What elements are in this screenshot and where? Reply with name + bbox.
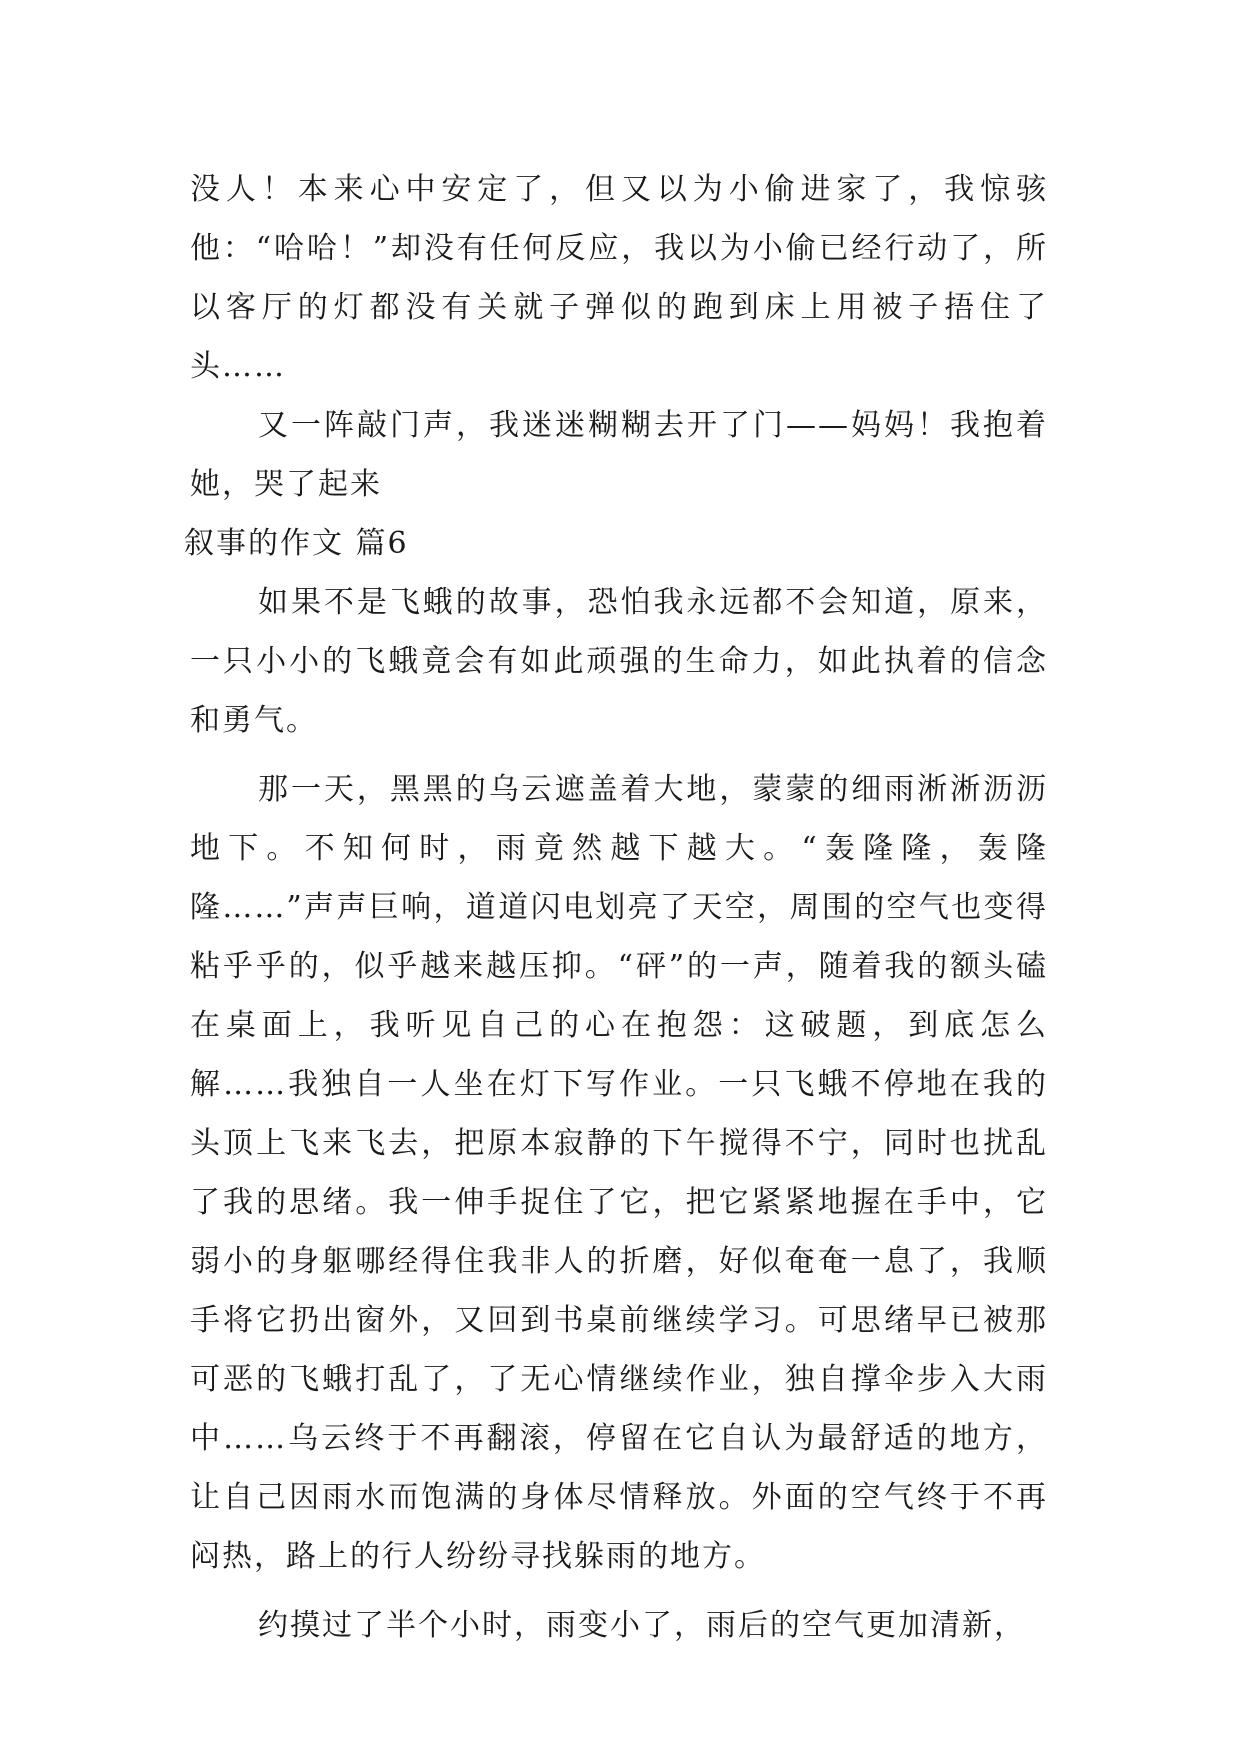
paragraph-continuation: 没人！本来心中安定了，但又以为小偷进家了，我惊骇他：“哈哈！”却没有任何反应，我以为小偷已经行动了，所以客厅的灯都没有关就子弹似的跑到床上用被子捂住了头…… <box>190 172 1048 384</box>
document-body <box>184 160 1048 1655</box>
paragraph: 那一天，黑黑的乌云遮盖着大地，蒙蒙的细雨淅淅沥沥地下。不知何时，雨竟然越下越大。“轰隆隆，轰隆隆……”声声巨响，道道闪电划亮了天空，周围的空气也变得粘乎乎的，似乎越来越压抑。“砰”的一声，随着我的额头磕在桌面上，我听见自己的心在抱怨：这破题，到底怎么解……我独自一人坐在灯下写作业。一只飞蛾不停地在我的头顶上飞来飞去，把原本寂静的下午搅得不宁，同时也扰乱了我的思绪。我一伸手捉住了它，把它紧紧地握在手中，它弱小的身躯哪经得住我非人的折磨，好似奄奄一息了，我顺手将它扔出窗外，又回到书桌前继续学习。可思绪早已被那可恶的飞蛾打乱了，了无心情继续作业，独自撑伞步入大雨中……乌云终于不再翻滚，停留在它自认为最舒适的地方，让自己因雨水而饱满的身体尽情释放。外面的空气终于不再闷热，路上的行人纷纷寻找躲雨的地方。 <box>190 772 1048 1574</box>
paragraph: 如果不是飞蛾的故事，恐怕我永远都不会知道，原来，一只小小的飞蛾竟会有如此顽强的生命力，如此执着的信念和勇气。 <box>190 585 1048 738</box>
paragraph: 又一阵敲门声，我迷迷糊糊去开了门——妈妈！我抱着她，哭了起来 <box>190 408 1048 502</box>
section-heading: 叙事的作文 篇6 <box>184 526 409 561</box>
paragraph: 约摸过了半个小时，雨变小了，雨后的空气更加清新， <box>258 1608 1026 1643</box>
